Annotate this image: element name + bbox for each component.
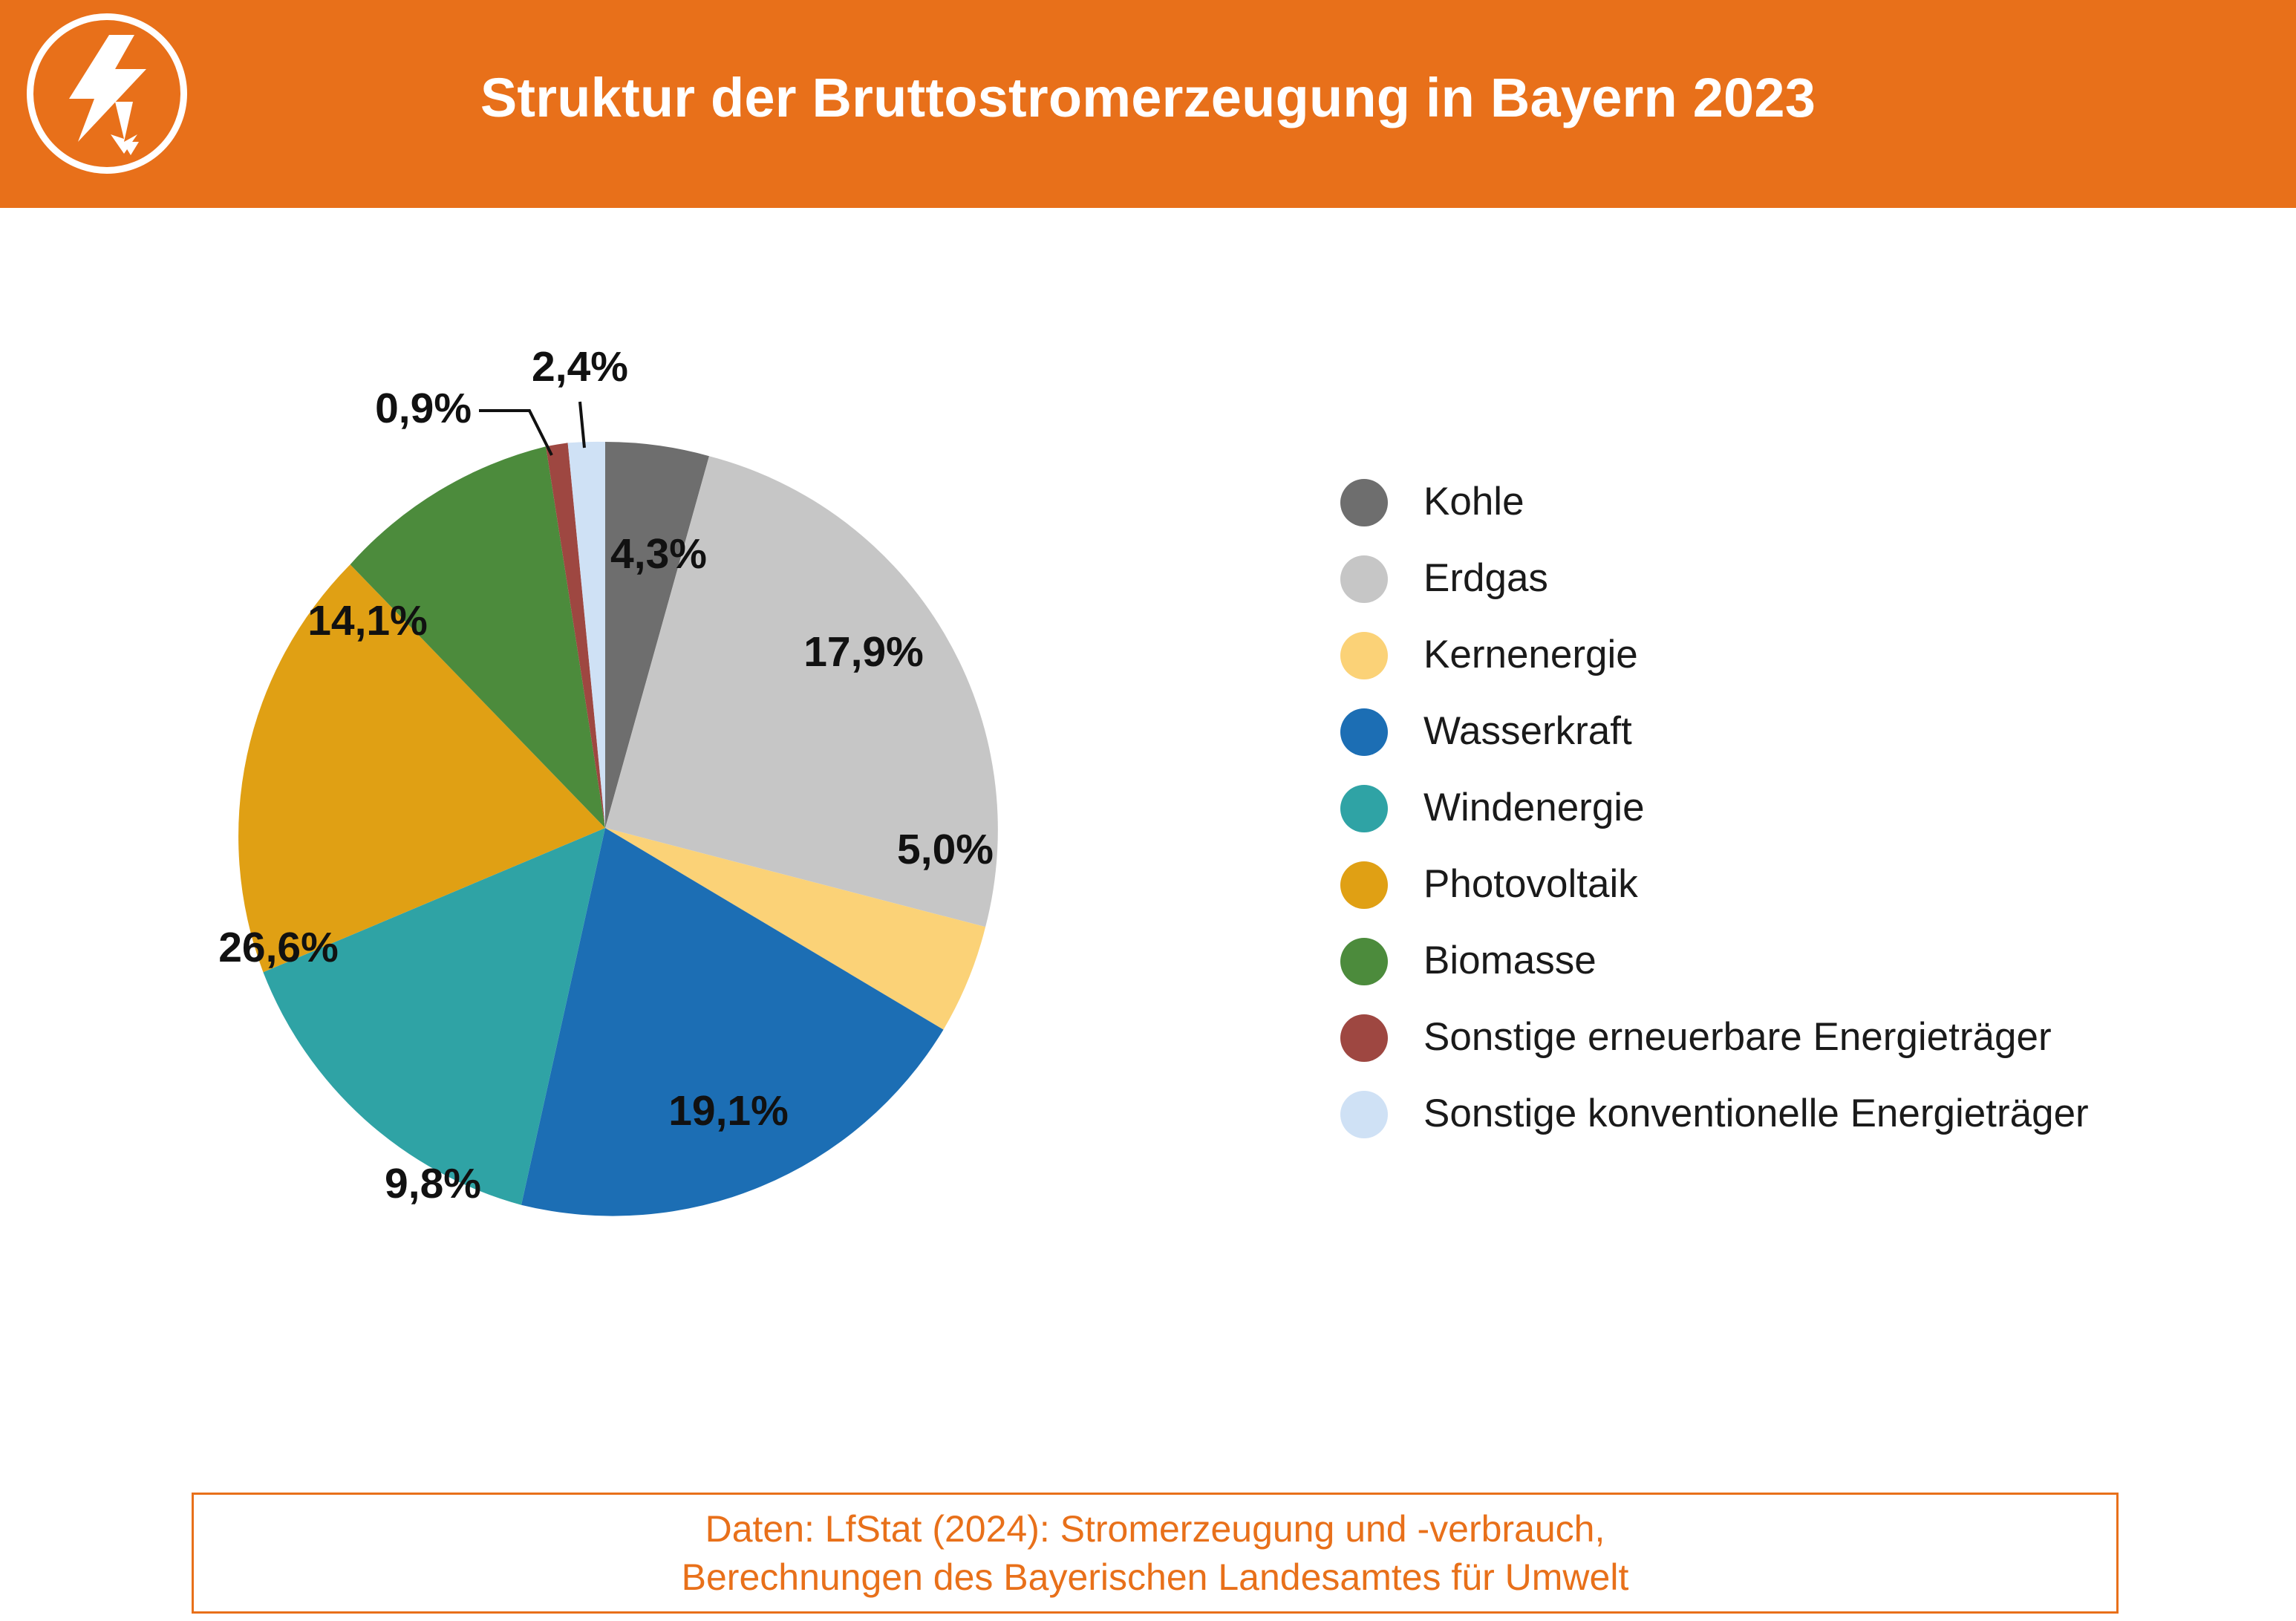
leader-line-sonstige-konventionelle — [580, 402, 584, 448]
chart-legend — [1340, 464, 2254, 1152]
legend-swatch-sonstige-erneuerbare — [1340, 1014, 1388, 1062]
legend-swatch-photovoltaik — [1340, 861, 1388, 909]
legend-item-kohle — [1340, 464, 2254, 541]
page-title: Struktur der Bruttostromerzeugung in Bayern 2023 — [480, 66, 1816, 128]
legend-label-wasserkraft: Wasserkraft — [1423, 709, 1632, 754]
legend-label-erdgas: Erdgas — [1423, 556, 1548, 601]
legend-item-kernenergie — [1340, 617, 2254, 694]
legend-item-sonstige-konventionelle — [1340, 1076, 2254, 1152]
legend-item-windenergie — [1340, 770, 2254, 847]
pie-label-biomasse: 14,1% — [307, 597, 428, 645]
legend-swatch-kernenergie — [1340, 632, 1388, 679]
source-line-1: Daten: LfStat (2024): Stromerzeugung und -verbrauch, — [705, 1507, 1605, 1550]
pie-label-photovoltaik: 26,6% — [218, 924, 339, 971]
legend-swatch-kohle — [1340, 479, 1388, 526]
legend-swatch-biomasse — [1340, 938, 1388, 985]
legend-item-biomasse — [1340, 923, 2254, 999]
legend-label-sonstige-erneuerbare: Sonstige erneuerbare Energieträger — [1423, 1015, 2052, 1060]
legend-swatch-windenergie — [1340, 785, 1388, 832]
legend-swatch-wasserkraft — [1340, 708, 1388, 756]
pie-label-windenergie: 9,8% — [385, 1160, 481, 1207]
legend-label-kohle: Kohle — [1423, 480, 1524, 524]
lightning-bolt-icon — [27, 13, 187, 174]
chart-area — [0, 208, 2296, 1455]
legend-label-sonstige-konventionelle: Sonstige konventionelle Energieträger — [1423, 1092, 2089, 1136]
legend-item-sonstige-erneuerbare — [1340, 999, 2254, 1076]
source-line-2: Berechnungen des Bayerischen Landesamtes für Umwelt — [681, 1556, 1629, 1598]
pie-label-sonstige-erneuerbare: 0,9% — [375, 385, 472, 432]
pie-chart — [160, 343, 1155, 1377]
legend-item-photovoltaik — [1340, 847, 2254, 923]
header-bar — [0, 0, 2296, 208]
legend-swatch-sonstige-konventionelle — [1340, 1091, 1388, 1138]
legend-label-kernenergie: Kernenergie — [1423, 633, 1638, 677]
pie-label-kohle: 4,3% — [610, 530, 707, 578]
legend-swatch-erdgas — [1340, 555, 1388, 603]
legend-item-erdgas — [1340, 541, 2254, 617]
pie-label-kernenergie: 5,0% — [897, 826, 994, 873]
source-note — [192, 1493, 2119, 1614]
legend-label-windenergie: Windenergie — [1423, 786, 1645, 830]
pie-label-wasserkraft: 19,1% — [668, 1087, 789, 1135]
legend-item-wasserkraft — [1340, 694, 2254, 770]
pie-label-sonstige-konventionelle: 2,4% — [532, 343, 628, 391]
pie-label-erdgas: 17,9% — [803, 628, 924, 676]
legend-label-photovoltaik: Photovoltaik — [1423, 862, 1638, 907]
legend-label-biomasse: Biomasse — [1423, 939, 1597, 983]
